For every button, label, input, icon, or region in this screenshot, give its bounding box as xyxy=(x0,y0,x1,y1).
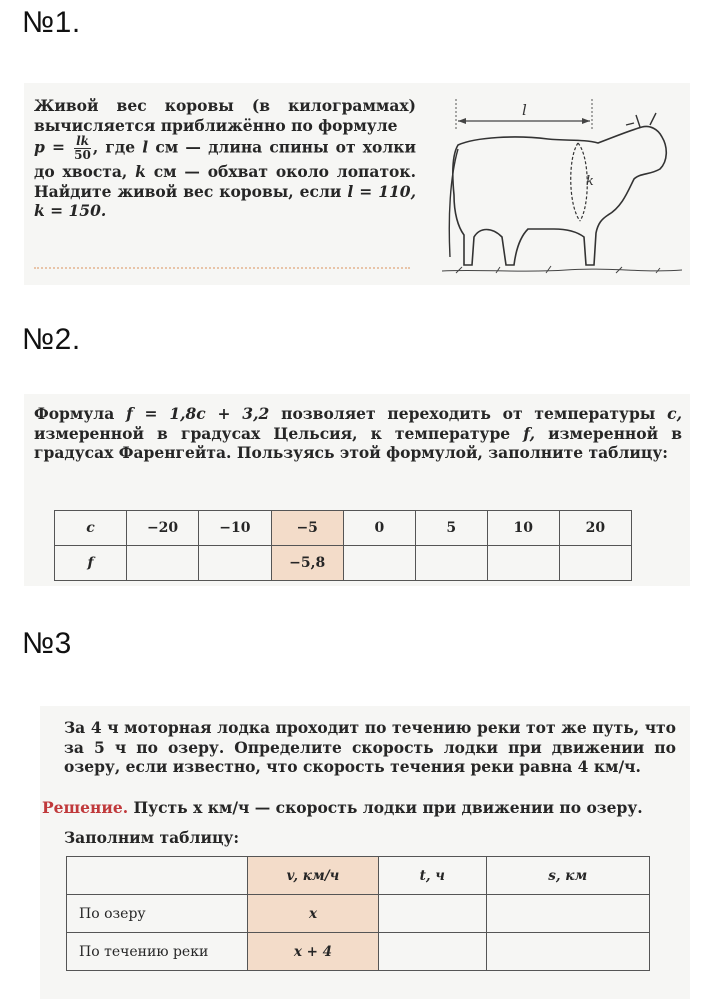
var-c: c, xyxy=(667,404,682,423)
table-header-row xyxy=(67,857,650,895)
problem-3-scan xyxy=(40,706,690,999)
table-header-cell: s, км xyxy=(486,857,649,895)
table-cell: −20 xyxy=(126,511,198,546)
table-cell: 0 xyxy=(343,511,415,546)
problem-2-scan xyxy=(24,394,690,586)
fill-table-caption: Заполним таблицу: xyxy=(64,828,240,847)
table-row xyxy=(67,895,650,933)
fraction-denominator: 50 xyxy=(74,148,91,162)
problem-2-text-c: измеренной в градусах Цельсия, к температуре xyxy=(34,423,511,443)
table-header-cell: t, ч xyxy=(379,857,487,895)
temperature-table xyxy=(54,510,632,581)
problem-1-line: Живой вес коровы (в килограммах) вычисляется приближённо по формуле xyxy=(34,96,416,135)
table-cell: x + 4 xyxy=(248,933,379,971)
heading-problem-2: №2. xyxy=(22,323,81,356)
problem-1-text-3: см — обхват около лопаток. Найдите живой вес коровы, если xyxy=(34,162,416,201)
table-cell: −5,8 xyxy=(271,546,343,581)
heading-problem-1: №1. xyxy=(22,6,81,39)
dotted-divider xyxy=(34,267,410,269)
table-header-cell: v, км/ч xyxy=(248,857,379,895)
table-cell-empty xyxy=(559,546,631,581)
problem-1-scan xyxy=(24,83,690,285)
table-cell-empty xyxy=(486,895,649,933)
problem-3-text: За 4 ч моторная лодка проходит по течению реки тот же путь, что за 5 ч по озеру. Определите скорость лодки при движении по озеру, если известно, что скорость течения реки равна 4 км/ч. xyxy=(64,718,676,776)
table-row-c xyxy=(55,511,632,546)
heading-problem-3: №3 xyxy=(22,627,72,660)
table-cell: x xyxy=(248,895,379,933)
fahrenheit-formula: f = 1,8c + 3,2 xyxy=(126,404,270,423)
table-cell-empty xyxy=(379,895,487,933)
after-formula-text: , где xyxy=(92,137,136,157)
table-cell: c xyxy=(55,511,127,546)
var-k: k xyxy=(135,162,146,181)
table-cell: −10 xyxy=(199,511,271,546)
table-header-cell xyxy=(67,857,248,895)
figure-label-k: k xyxy=(586,174,594,189)
table-cell-empty xyxy=(487,546,559,581)
formula-lhs: p = xyxy=(34,137,65,157)
cow-illustration xyxy=(436,87,688,281)
problem-2-text xyxy=(34,404,682,463)
table-cell-empty xyxy=(199,546,271,581)
problem-1-text-2: см — длина спины от холки до хвоста, xyxy=(34,137,416,181)
table-cell: 10 xyxy=(487,511,559,546)
table-row xyxy=(67,933,650,971)
var-f: f, xyxy=(523,423,536,443)
problem-2-text-d: измеренной в градусах Фаренгейта. Пользуясь этой формулой, заполните таблицу: xyxy=(34,423,682,462)
solution-text: Пусть x км/ч — скорость лодки при движении по озеру. xyxy=(133,798,643,817)
table-cell-empty xyxy=(126,546,198,581)
solution-line xyxy=(42,798,643,817)
solution-label: Решение. xyxy=(42,798,129,817)
problem-2-text-a: Формула xyxy=(34,404,115,423)
table-cell: f xyxy=(55,546,127,581)
formula-fraction xyxy=(74,135,91,162)
var-l: l xyxy=(142,137,149,157)
table-cell: 20 xyxy=(559,511,631,546)
table-cell-empty xyxy=(343,546,415,581)
table-row-f xyxy=(55,546,632,581)
given-values: l = 110, k = 150. xyxy=(34,181,416,220)
table-row-label: По течению реки xyxy=(67,933,248,971)
problem-1-text xyxy=(34,96,416,221)
table-row-label: По озеру xyxy=(67,895,248,933)
table-cell-empty xyxy=(415,546,487,581)
table-cell: −5 xyxy=(271,511,343,546)
figure-label-l: l xyxy=(522,101,527,119)
table-cell-empty xyxy=(486,933,649,971)
fraction-numerator: lk xyxy=(76,134,89,148)
problem-2-text-b: позволяет переходить от температуры xyxy=(281,404,656,423)
table-cell: 5 xyxy=(415,511,487,546)
table-cell-empty xyxy=(379,933,487,971)
boat-table xyxy=(66,856,650,971)
